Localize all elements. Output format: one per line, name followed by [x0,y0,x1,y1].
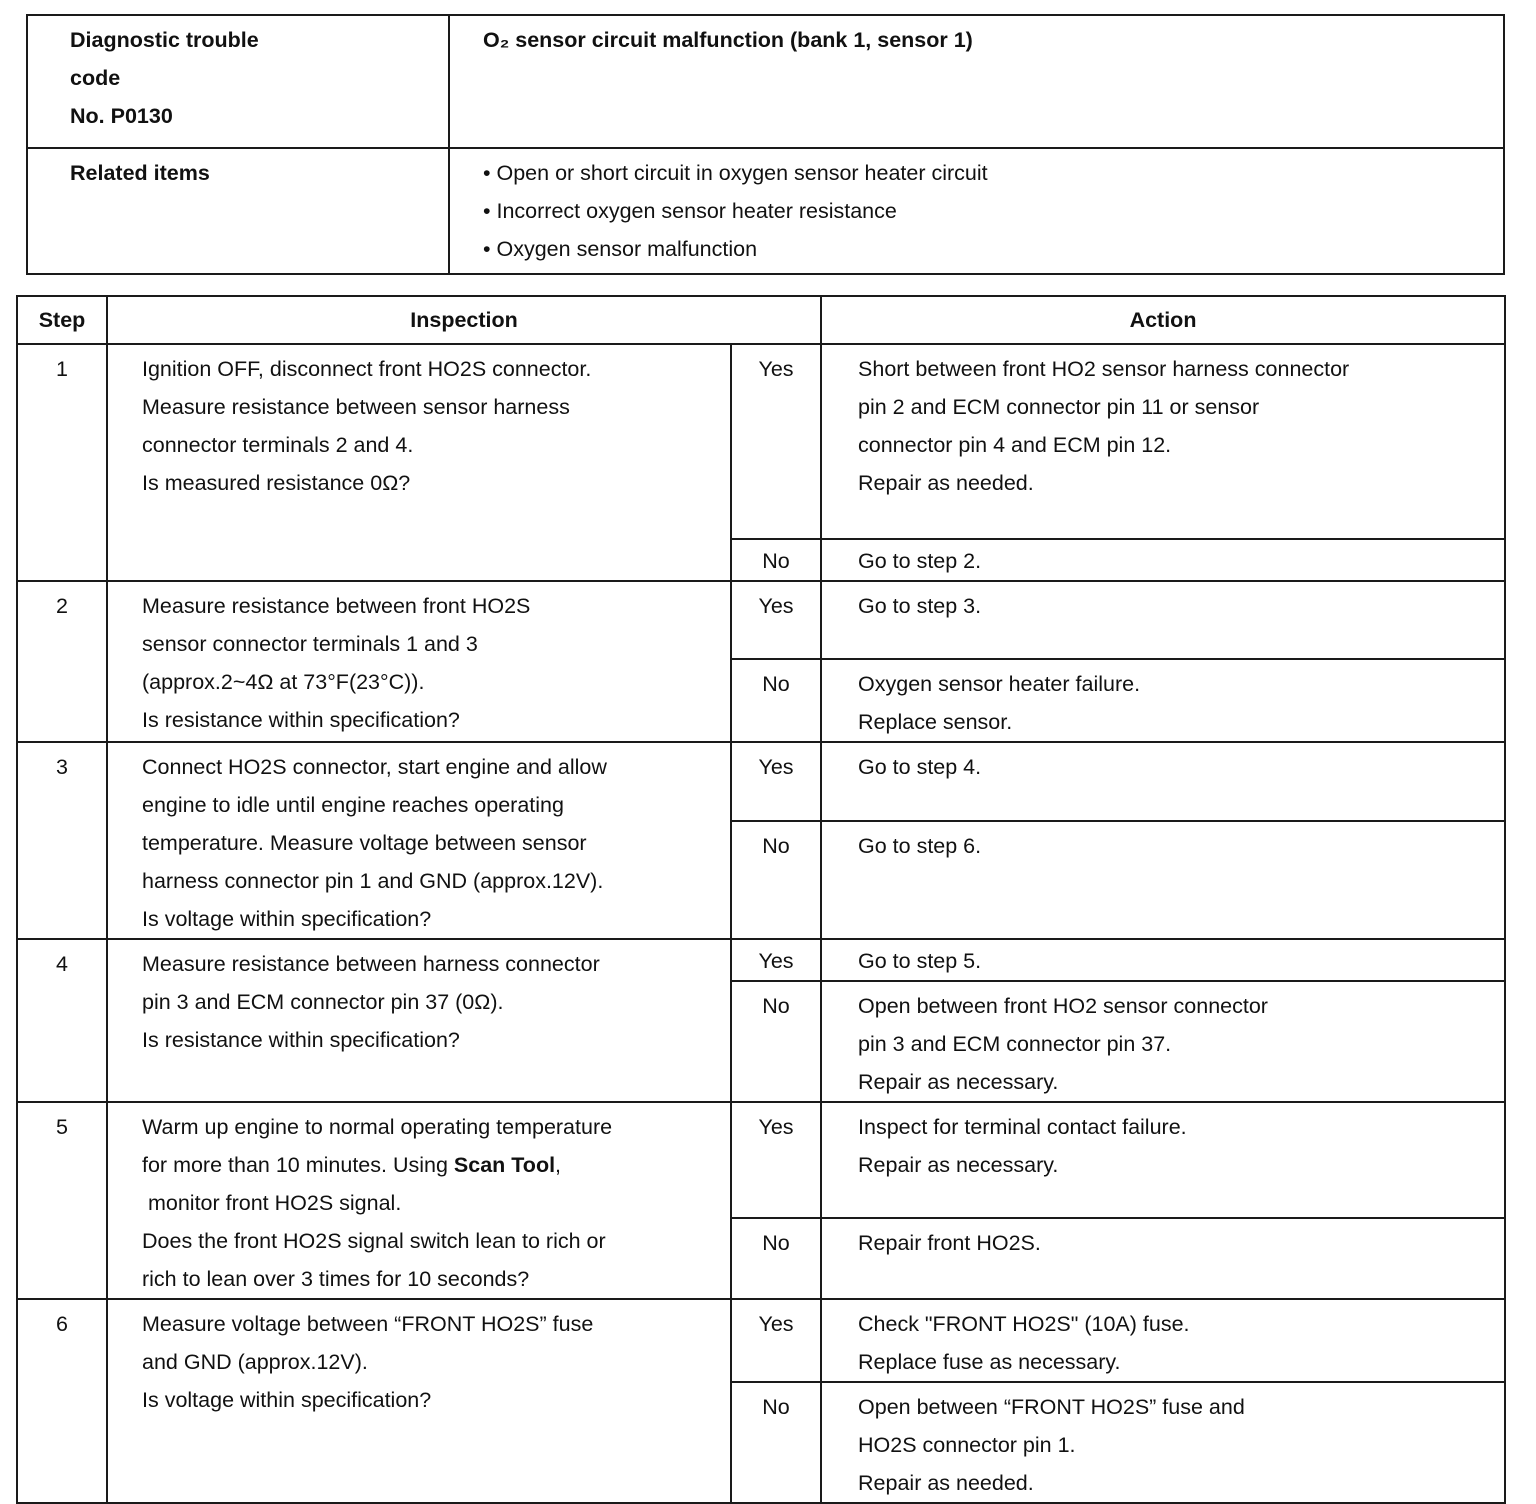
related-item: • Incorrect oxygen sensor heater resistance [483,199,897,223]
inspection-line [142,1146,720,1184]
inspection-line: monitor front HO2S signal. [142,1191,402,1215]
inspection-line: Measure voltage between “FRONT HO2S” fuse [142,1312,594,1336]
dtc-header-table [26,14,1505,275]
related-label-cell [27,148,449,274]
inspection-text: for more than 10 minutes. Using [142,1153,454,1177]
dtc-code: No. P0130 [70,104,173,128]
inspection-line: Measure resistance between front HO2S [142,594,531,618]
action-line: Replace sensor. [858,710,1013,734]
step-number: 2 [17,581,107,742]
inspection-line: Does the front HO2S signal switch lean to rich or [142,1229,606,1253]
no-action [821,539,1505,581]
no-label: No [731,659,821,742]
action-line: Repair front HO2S. [858,1231,1041,1256]
related-item: • Open or short circuit in oxygen sensor heater circuit [483,161,988,185]
inspection-line: temperature. Measure voltage between sensor [142,831,587,855]
inspection-line: Is measured resistance 0Ω? [142,471,411,495]
no-action [821,1382,1505,1503]
action-line: Short between front HO2 sensor harness connector [858,357,1350,381]
inspection-column-header: Inspection [107,296,821,344]
inspection-line: pin 3 and ECM connector pin 37 (0Ω). [142,990,504,1014]
related-items-cell [449,148,1504,274]
step-number: 4 [17,939,107,1102]
no-action [821,821,1505,939]
inspection-line: (approx.2~4Ω at 73°F(23°C)). [142,670,425,694]
action-column-header: Action [821,296,1505,344]
yes-action [821,344,1505,539]
yes-label: Yes [731,1102,821,1218]
yes-label: Yes [731,1299,821,1382]
action-line: HO2S connector pin 1. [858,1433,1076,1457]
step-column-header: Step [17,296,107,344]
yes-label: Yes [731,939,821,981]
inspection-line: and GND (approx.12V). [142,1350,368,1374]
yes-label: Yes [731,742,821,821]
yes-action [821,581,1505,659]
yes-label: Yes [731,581,821,659]
step-inspection [107,344,731,581]
action-line: Oxygen sensor heater failure. [858,672,1141,696]
step-inspection [107,581,731,742]
action-line: Repair as needed. [858,1471,1034,1495]
action-line: Repair as needed. [858,471,1034,495]
action-line: Check "FRONT HO2S" (10A) fuse. [858,1312,1190,1336]
inspection-line: Ignition OFF, disconnect front HO2S connector. [142,357,592,381]
dtc-label-cell [27,15,449,148]
dtc-label-line: code [70,66,121,90]
no-label: No [731,981,821,1102]
dtc-title-cell [449,15,1504,148]
action-line: Repair as necessary. [858,1153,1059,1177]
step-number: 3 [17,742,107,939]
no-action [821,659,1505,742]
no-action [821,981,1505,1102]
action-line: Go to step 3. [858,594,982,618]
dtc-row [27,15,1504,148]
inspection-line: Is voltage within specification? [142,907,432,931]
diagnostic-procedure-table [16,295,1506,1504]
no-action [821,1218,1505,1299]
dtc-label-line: Diagnostic trouble [70,28,259,52]
table-header-row [17,296,1505,344]
inspection-line: sensor connector terminals 1 and 3 [142,632,478,656]
inspection-line: harness connector pin 1 and GND (approx.12V). [142,869,604,893]
action-line: Inspect for terminal contact failure. [858,1115,1187,1139]
inspection-line: Is voltage within specification? [142,1388,432,1412]
inspection-line: rich to lean over 3 times for 10 seconds? [142,1267,530,1291]
scan-tool-text: Scan Tool [453,1153,556,1177]
action-line: pin 2 and ECM connector pin 11 or sensor [858,395,1260,419]
action-line: pin 3 and ECM connector pin 37. [858,1032,1172,1056]
step-number: 5 [17,1102,107,1299]
inspection-line: Measure resistance between sensor harness [142,395,570,419]
step-inspection [107,1299,731,1503]
step-2-yes-row [17,581,1505,659]
inspection-line: Is resistance within specification? [142,1028,460,1052]
related-item: • Oxygen sensor malfunction [483,237,758,261]
yes-action [821,742,1505,821]
no-label: No [731,821,821,939]
no-label: No [731,1218,821,1299]
step-6-yes-row [17,1299,1505,1382]
step-1-yes-row [17,344,1505,539]
no-label: No [731,1382,821,1503]
inspection-line: Is resistance within specification? [142,708,460,732]
action-line: Go to step 2. [858,549,982,573]
no-label: No [731,539,821,581]
action-line: connector pin 4 and ECM pin 12. [858,433,1172,457]
inspection-line: Warm up engine to normal operating temperature [142,1115,613,1139]
action-line: Replace fuse as necessary. [858,1350,1121,1374]
step-inspection [107,742,731,939]
yes-action [821,939,1505,981]
action-line: Go to step 5. [858,949,982,973]
action-line: Open between front HO2 sensor connector [858,994,1268,1018]
step-number: 6 [17,1299,107,1503]
yes-action [821,1102,1505,1218]
inspection-text: , [555,1153,562,1177]
inspection-line: Connect HO2S connector, start engine and allow [142,755,607,779]
yes-action [821,1299,1505,1382]
action-line: Go to step 4. [858,755,982,779]
step-inspection [107,939,731,1102]
step-number: 1 [17,344,107,581]
related-label: Related items [70,161,210,185]
step-inspection [107,1102,731,1299]
step-3-yes-row [17,742,1505,821]
related-row [27,148,1504,274]
action-line: Go to step 6. [858,834,982,859]
step-5-yes-row [17,1102,1505,1218]
dtc-title: O₂ sensor circuit malfunction (bank 1, sensor 1) [483,28,973,52]
action-line: Open between “FRONT HO2S” fuse and [858,1395,1245,1419]
inspection-line: Measure resistance between harness connector [142,952,600,976]
inspection-line: engine to idle until engine reaches operating [142,793,564,817]
inspection-line: connector terminals 2 and 4. [142,433,414,457]
yes-label: Yes [731,344,821,539]
step-4-yes-row [17,939,1505,981]
action-line: Repair as necessary. [858,1070,1059,1094]
